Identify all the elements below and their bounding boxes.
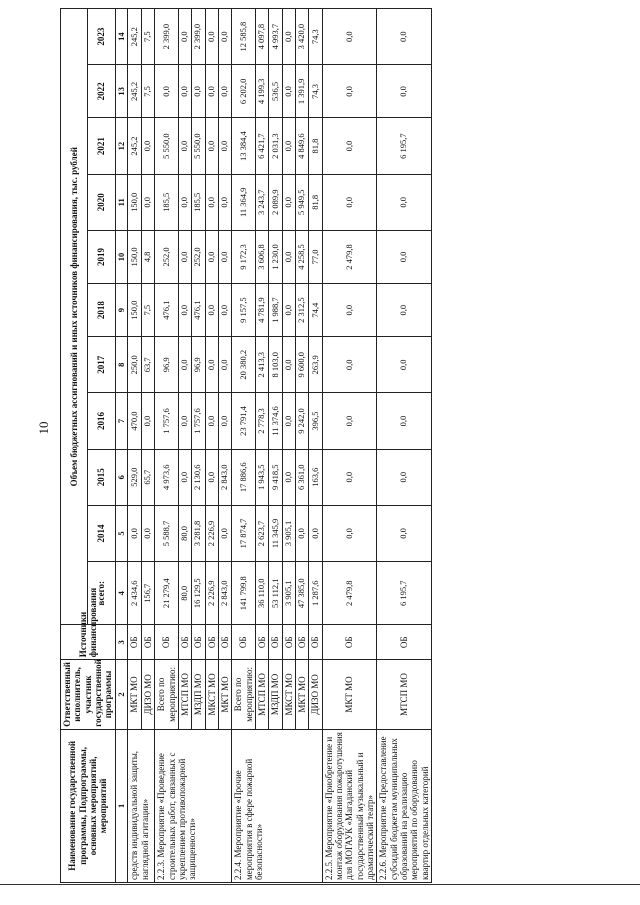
amount-cell: 1 287,6 (309, 562, 322, 625)
amount-cell: 1 230,0 (269, 230, 282, 283)
amount-cell: 2 226,9 (205, 562, 218, 625)
amount-cell: 4,8 (141, 230, 154, 283)
amount-cell: 20 380,2 (232, 337, 256, 393)
amount-cell: 5 550,0 (192, 118, 205, 174)
amount-cell: 4 258,5 (295, 230, 308, 283)
amount-cell: 0,0 (322, 65, 377, 118)
amount-cell: 2 479,8 (322, 230, 377, 283)
funding-source-cell: ОБ (192, 625, 205, 660)
amount-cell: 11 345,9 (269, 505, 282, 561)
program-name-cell: 2.2.6. Мероприятие «Предоставление субсидий бюджетам муниципальных образований на реализацию мероприятий по оборудованию квартир отдельных категорий (377, 729, 432, 882)
amount-cell: 74,3 (309, 9, 322, 65)
amount-cell: 0,0 (218, 393, 231, 449)
executor-cell: МКСТ МО (205, 660, 218, 730)
executor-cell: МКСТ МО (282, 660, 295, 730)
amount-cell: 150,0 (128, 230, 141, 283)
program-name-cell: 2.2.5. Мероприятие «Приобретение и монтаж оборудования пожаротушения для МОГАУК «Магаданский государственный музыкальный и драматический театр» (322, 729, 377, 882)
amount-cell: 0,0 (141, 505, 154, 561)
funding-source-cell: ОБ (178, 625, 191, 660)
amount-cell: 0,0 (178, 65, 191, 118)
amount-cell: 0,0 (282, 393, 295, 449)
amount-cell: 0,0 (178, 230, 191, 283)
header-program-name: Наименование государственной программы, Подпрограммы, основных мероприятий, мероприятий (61, 729, 116, 882)
amount-cell: 53 112,1 (269, 562, 282, 625)
column-index: 2 (115, 660, 128, 730)
amount-cell: 11 364,9 (232, 174, 256, 230)
amount-cell: 0,0 (322, 174, 377, 230)
amount-cell: 0,0 (322, 337, 377, 393)
amount-cell: 163,6 (309, 449, 322, 505)
amount-cell: 250,0 (128, 337, 141, 393)
executor-cell: МКТ МО (322, 660, 377, 730)
amount-cell: 0,0 (218, 230, 231, 283)
amount-cell: 7,5 (141, 284, 154, 337)
amount-cell: 2 031,3 (269, 118, 282, 174)
funding-source-cell: ОБ (128, 625, 141, 660)
amount-cell: 0,0 (377, 174, 432, 230)
executor-cell: МЗДП МО (192, 660, 205, 730)
amount-cell: 0,0 (178, 284, 191, 337)
amount-cell: 0,0 (282, 284, 295, 337)
amount-cell: 12 585,8 (232, 9, 256, 65)
amount-cell: 4 973,6 (155, 449, 179, 505)
header-executor: Ответственный исполнитель, участник государственной программы (61, 660, 116, 730)
amount-cell: 2 623,7 (255, 505, 268, 561)
amount-cell: 74,4 (309, 284, 322, 337)
amount-cell: 0,0 (322, 393, 377, 449)
amount-cell: 17 886,6 (232, 449, 256, 505)
amount-cell: 0,0 (282, 337, 295, 393)
funding-source-cell: ОБ (205, 625, 218, 660)
amount-cell: 0,0 (377, 284, 432, 337)
column-index: 3 (115, 625, 128, 660)
table-row (377, 9, 432, 883)
amount-cell: 36 110,0 (255, 562, 268, 625)
header-year: 2019 (88, 230, 115, 283)
amount-cell: 6 202,0 (232, 65, 256, 118)
amount-cell: 470,0 (128, 393, 141, 449)
amount-cell: 2 130,6 (192, 449, 205, 505)
executor-cell: Всего по мероприятию: (155, 660, 179, 730)
amount-cell: 0,0 (178, 337, 191, 393)
amount-cell: 529,0 (128, 449, 141, 505)
amount-cell: 4 097,8 (255, 9, 268, 65)
amount-cell: 4 199,3 (255, 65, 268, 118)
funding-table (60, 8, 432, 883)
amount-cell: 6 361,0 (295, 449, 308, 505)
header-year: 2021 (88, 118, 115, 174)
amount-cell: 3 606,8 (255, 230, 268, 283)
amount-cell: 16 129,5 (192, 562, 205, 625)
amount-cell: 47 385,0 (295, 562, 308, 625)
amount-cell: 2 479,8 (322, 562, 377, 625)
amount-cell: 0,0 (218, 337, 231, 393)
rotated-page-area (60, 8, 620, 883)
amount-cell: 0,0 (218, 65, 231, 118)
amount-cell: 0,0 (205, 65, 218, 118)
amount-cell: 245,2 (128, 9, 141, 65)
amount-cell: 476,1 (155, 284, 179, 337)
amount-cell: 6 195,7 (377, 118, 432, 174)
amount-cell: 23 791,4 (232, 393, 256, 449)
amount-cell: 13 384,4 (232, 118, 256, 174)
amount-cell: 0,0 (218, 174, 231, 230)
amount-cell: 263,9 (309, 337, 322, 393)
executor-cell: МТСП МО (178, 660, 191, 730)
amount-cell: 0,0 (282, 9, 295, 65)
amount-cell: 0,0 (282, 230, 295, 283)
amount-cell: 2 843,0 (218, 562, 231, 625)
amount-cell: 65,7 (141, 449, 154, 505)
amount-cell: 0,0 (377, 505, 432, 561)
amount-cell: 2 413,3 (255, 337, 268, 393)
amount-cell: 0,0 (155, 65, 179, 118)
amount-cell: 2 399,0 (192, 9, 205, 65)
amount-cell: 1 757,6 (155, 393, 179, 449)
amount-cell: 536,5 (269, 65, 282, 118)
amount-cell: 11 374,6 (269, 393, 282, 449)
executor-cell: МТСП МО (255, 660, 268, 730)
column-index: 13 (115, 65, 128, 118)
amount-cell: 0,0 (205, 230, 218, 283)
amount-cell: 4 781,9 (255, 284, 268, 337)
header-year: всего: (88, 562, 115, 625)
amount-cell: 96,9 (192, 337, 205, 393)
executor-cell: МКТ МО (128, 660, 141, 730)
amount-cell: 9 600,0 (295, 337, 308, 393)
amount-cell: 74,3 (309, 65, 322, 118)
amount-cell: 156,7 (141, 562, 154, 625)
amount-cell: 6 421,7 (255, 118, 268, 174)
amount-cell: 476,1 (192, 284, 205, 337)
amount-cell: 2 312,5 (295, 284, 308, 337)
header-year: 2017 (88, 337, 115, 393)
amount-cell: 0,0 (178, 9, 191, 65)
amount-cell: 0,0 (205, 337, 218, 393)
amount-cell: 1 757,6 (192, 393, 205, 449)
amount-cell: 0,0 (178, 449, 191, 505)
amount-cell: 0,0 (218, 284, 231, 337)
amount-cell: 0,0 (178, 393, 191, 449)
executor-cell: МТСП МО (377, 660, 432, 730)
amount-cell: 2 399,0 (155, 9, 179, 65)
page-bottom-rule (0, 884, 640, 885)
amount-cell: 9 157,5 (232, 284, 256, 337)
funding-source-cell: ОБ (255, 625, 268, 660)
table-row (322, 9, 377, 883)
amount-cell: 2 843,0 (218, 449, 231, 505)
amount-cell: 0,0 (322, 449, 377, 505)
rotated-table-container (60, 8, 620, 883)
amount-cell: 0,0 (205, 393, 218, 449)
amount-cell: 7,5 (141, 9, 154, 65)
column-index: 7 (115, 393, 128, 449)
funding-source-cell: ОБ (295, 625, 308, 660)
amount-cell: 0,0 (377, 9, 432, 65)
amount-cell: 150,0 (128, 174, 141, 230)
column-index: 5 (115, 505, 128, 561)
funding-source-cell: ОБ (155, 625, 179, 660)
amount-cell: 9 242,0 (295, 393, 308, 449)
amount-cell: 0,0 (141, 174, 154, 230)
program-name-cell: 2.2.4. Мероприятие «Прочие мероприятия в сфере пожарной безопасности» (232, 729, 322, 882)
table-row (155, 9, 179, 883)
header-year: 2023 (88, 9, 115, 65)
amount-cell: 141 799,8 (232, 562, 256, 625)
amount-cell: 0,0 (377, 337, 432, 393)
amount-cell: 0,0 (218, 505, 231, 561)
amount-cell: 0,0 (322, 9, 377, 65)
funding-source-cell: ОБ (309, 625, 322, 660)
amount-cell: 4 993,7 (269, 9, 282, 65)
column-index: 4 (115, 562, 128, 625)
amount-cell: 0,0 (377, 393, 432, 449)
column-index: 9 (115, 284, 128, 337)
header-year: 2015 (88, 449, 115, 505)
amount-cell: 63,7 (141, 337, 154, 393)
table-row (128, 9, 141, 883)
amount-cell: 3 905,1 (282, 562, 295, 625)
funding-source-cell: ОБ (282, 625, 295, 660)
amount-cell: 96,9 (155, 337, 179, 393)
amount-cell: 8 103,0 (269, 337, 282, 393)
header-year: 2022 (88, 65, 115, 118)
amount-cell: 0,0 (309, 505, 322, 561)
amount-cell: 0,0 (178, 118, 191, 174)
amount-cell: 1 943,5 (255, 449, 268, 505)
column-index: 8 (115, 337, 128, 393)
executor-cell: МКТ МО (295, 660, 308, 730)
table-row (232, 9, 256, 883)
amount-cell: 396,5 (309, 393, 322, 449)
amount-cell: 185,5 (192, 174, 205, 230)
column-index: 1 (115, 729, 128, 882)
amount-cell: 80,0 (178, 505, 191, 561)
executor-cell: МЗДП МО (269, 660, 282, 730)
header-funding-volume: Объем бюджетных ассигнований и иных источников финансирования, тыс. рублей (61, 9, 88, 625)
amount-cell: 185,5 (155, 174, 179, 230)
amount-cell: 1 988,7 (269, 284, 282, 337)
amount-cell: 80,0 (178, 562, 191, 625)
executor-cell: ДИЗО МО (141, 660, 154, 730)
executor-cell: МКТ МО (218, 660, 231, 730)
amount-cell: 245,2 (128, 118, 141, 174)
amount-cell: 5 550,0 (155, 118, 179, 174)
amount-cell: 252,0 (192, 230, 205, 283)
header-year: 2014 (88, 505, 115, 561)
column-index: 6 (115, 449, 128, 505)
amount-cell: 5 949,5 (295, 174, 308, 230)
amount-cell: 0,0 (128, 505, 141, 561)
amount-cell: 3 243,7 (255, 174, 268, 230)
amount-cell: 6 195,7 (377, 562, 432, 625)
executor-cell: Всего по мероприятию: (232, 660, 256, 730)
amount-cell: 3 281,8 (192, 505, 205, 561)
amount-cell: 17 874,7 (232, 505, 256, 561)
header-funding-source: Источники финансирования (61, 625, 116, 660)
amount-cell: 0,0 (282, 174, 295, 230)
amount-cell: 0,0 (282, 449, 295, 505)
page-number: 10 (36, 421, 51, 435)
amount-cell: 4 849,6 (295, 118, 308, 174)
header-year: 2018 (88, 284, 115, 337)
amount-cell: 3 420,0 (295, 9, 308, 65)
amount-cell: 21 279,4 (155, 562, 179, 625)
amount-cell: 2 089,9 (269, 174, 282, 230)
amount-cell: 0,0 (205, 449, 218, 505)
amount-cell: 0,0 (377, 449, 432, 505)
amount-cell: 0,0 (282, 118, 295, 174)
amount-cell: 0,0 (322, 118, 377, 174)
amount-cell: 0,0 (322, 284, 377, 337)
amount-cell: 0,0 (218, 118, 231, 174)
amount-cell: 9 172,3 (232, 230, 256, 283)
amount-cell: 0,0 (218, 9, 231, 65)
funding-source-cell: ОБ (322, 625, 377, 660)
table-body (128, 9, 432, 883)
column-index: 14 (115, 9, 128, 65)
column-index: 11 (115, 174, 128, 230)
amount-cell: 81,8 (309, 174, 322, 230)
amount-cell: 0,0 (205, 284, 218, 337)
program-name-cell: средств индивидуальной защиты, наглядной агитации» (128, 729, 155, 882)
amount-cell: 3 905,1 (282, 505, 295, 561)
amount-cell: 0,0 (205, 118, 218, 174)
executor-cell: ДИЗО МО (309, 660, 322, 730)
column-index: 10 (115, 230, 128, 283)
amount-cell: 0,0 (205, 9, 218, 65)
amount-cell: 0,0 (322, 505, 377, 561)
header-year: 2020 (88, 174, 115, 230)
funding-source-cell: ОБ (377, 625, 432, 660)
amount-cell: 2 434,6 (128, 562, 141, 625)
amount-cell: 0,0 (141, 118, 154, 174)
amount-cell: 0,0 (205, 174, 218, 230)
column-index: 12 (115, 118, 128, 174)
funding-source-cell: ОБ (269, 625, 282, 660)
amount-cell: 5 588,7 (155, 505, 179, 561)
amount-cell: 0,0 (377, 65, 432, 118)
amount-cell: 2 778,3 (255, 393, 268, 449)
amount-cell: 7,5 (141, 65, 154, 118)
amount-cell: 0,0 (295, 505, 308, 561)
amount-cell: 0,0 (178, 174, 191, 230)
amount-cell: 252,0 (155, 230, 179, 283)
program-name-cell: 2.2.3. Мероприятие «Проведение строительных работ, связанных с укреплением противопожарной защищенности» (155, 729, 232, 882)
amount-cell: 0,0 (282, 65, 295, 118)
amount-cell: 1 391,9 (295, 65, 308, 118)
funding-source-cell: ОБ (232, 625, 256, 660)
amount-cell: 0,0 (377, 230, 432, 283)
amount-cell: 2 226,9 (205, 505, 218, 561)
header-year: 2016 (88, 393, 115, 449)
amount-cell: 81,8 (309, 118, 322, 174)
column-index-row (115, 9, 128, 883)
amount-cell: 245,2 (128, 65, 141, 118)
amount-cell: 9 418,5 (269, 449, 282, 505)
amount-cell: 0,0 (192, 65, 205, 118)
amount-cell: 150,0 (128, 284, 141, 337)
funding-source-cell: ОБ (218, 625, 231, 660)
funding-source-cell: ОБ (141, 625, 154, 660)
amount-cell: 77,0 (309, 230, 322, 283)
amount-cell: 0,0 (141, 393, 154, 449)
